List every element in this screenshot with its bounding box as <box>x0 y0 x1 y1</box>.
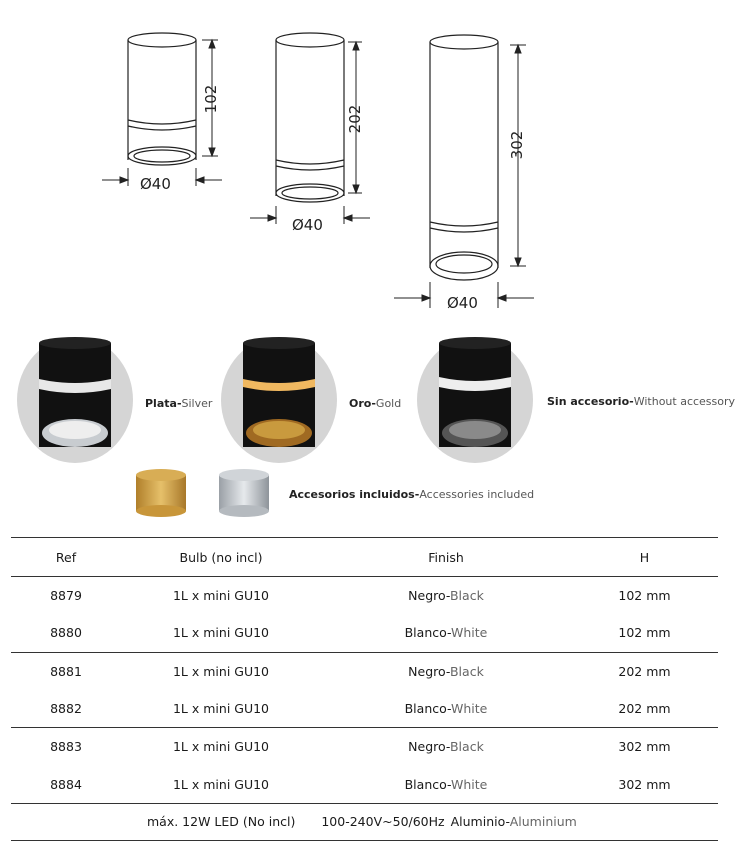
gold-ring-accessory <box>134 467 188 519</box>
option-silver-image <box>17 337 133 463</box>
cell-finish: Blanco-White <box>321 690 571 728</box>
footer-voltage: 100-240V~50/60Hz <box>321 814 445 829</box>
cell-ref: 8879 <box>50 588 82 604</box>
header-bulb: Bulb (no incl) <box>121 538 321 577</box>
cell-finish: Negro-Black <box>408 663 484 679</box>
table-row <box>11 652 718 690</box>
option-gold-image <box>221 337 337 463</box>
option-gold-label: Oro-Gold <box>349 397 402 410</box>
dimension-diameter-large: Ø40 <box>447 294 478 312</box>
option-silver-label: Plata-Silver <box>145 397 213 410</box>
header-finish: Finish <box>321 538 571 577</box>
accessories-included-label: Accesorios incluidos-Accessories included <box>289 488 535 501</box>
dimension-diameter-small: Ø40 <box>140 175 171 193</box>
cell-ref: 8881 <box>50 663 82 679</box>
cell-finish: Blanco-White <box>321 614 571 652</box>
cell-ref: 8883 <box>50 739 82 755</box>
dimension-height-small: 102 <box>202 84 220 114</box>
header-ref: Ref <box>11 538 121 577</box>
technical-drawings <box>0 0 748 320</box>
dimension-height-large: 302 <box>508 130 526 160</box>
cell-finish: Negro-Black <box>408 588 484 604</box>
footer-power: máx. 12W LED (No incl) <box>147 814 296 829</box>
cell-finish: Negro-Black <box>408 739 484 755</box>
option-without-accessory-image <box>417 337 533 463</box>
cell-ref: 8884 <box>11 765 121 803</box>
footer-material: Aluminio-Aluminium <box>450 814 577 829</box>
cell-bulb: 1L x mini GU10 <box>172 663 270 679</box>
cell-h: 302 mm <box>618 739 671 755</box>
table-row <box>11 765 718 803</box>
option-without-accessory-label: Sin accesorio-Without accessory <box>547 395 736 408</box>
cell-bulb: 1L x mini GU10 <box>172 739 270 755</box>
table-row <box>11 614 718 652</box>
cell-bulb: 1L x mini GU10 <box>121 614 321 652</box>
cell-h: 102 mm <box>571 614 718 652</box>
cell-finish: Blanco-White <box>321 765 571 803</box>
cell-ref: 8880 <box>11 614 121 652</box>
table-header-row <box>11 538 718 577</box>
table-row <box>11 577 718 615</box>
cell-ref: 8882 <box>11 690 121 728</box>
silver-ring-accessory <box>217 467 271 519</box>
cell-bulb: 1L x mini GU10 <box>172 588 270 604</box>
table-row <box>11 728 718 766</box>
dimension-height-medium: 202 <box>346 104 364 134</box>
cylinder-medium-drawing <box>276 33 344 202</box>
cell-bulb: 1L x mini GU10 <box>121 765 321 803</box>
header-h: H <box>571 538 718 577</box>
cell-h: 202 mm <box>571 690 718 728</box>
cell-h: 102 mm <box>618 588 671 604</box>
cell-h: 302 mm <box>571 765 718 803</box>
cell-bulb: 1L x mini GU10 <box>121 690 321 728</box>
table-row <box>11 690 718 728</box>
cell-h: 202 mm <box>618 663 671 679</box>
dimension-diameter-medium: Ø40 <box>292 216 323 234</box>
spec-table <box>11 537 718 804</box>
cylinder-large-drawing <box>430 35 498 280</box>
table-footer <box>11 803 718 841</box>
cylinder-small-drawing <box>128 33 196 165</box>
